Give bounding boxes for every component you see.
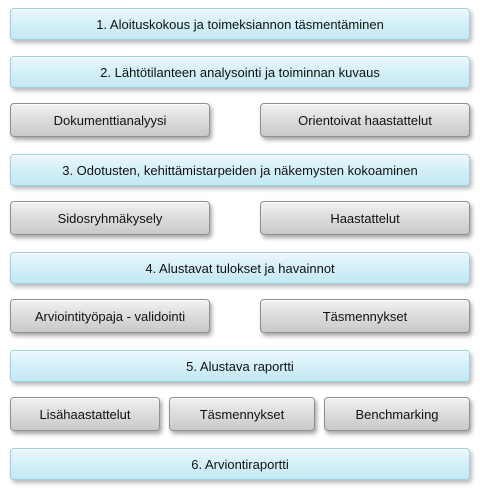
phase-1-box: [10, 8, 470, 40]
activity-tasmennykset: [169, 397, 315, 431]
activity-label: Dokumenttianalyysi: [53, 112, 167, 128]
phase-3-box: [10, 154, 470, 186]
phase-4-box: [10, 252, 470, 284]
phase-3-label: 3. Odotusten, kehittämistarpeiden ja näkemysten kokoaminen: [62, 162, 418, 178]
phase-6-box: [10, 448, 470, 480]
phase-5-box: [10, 350, 470, 382]
activity-orientoivat-haastattelut: [260, 103, 470, 137]
activity-label: Täsmennykset: [322, 308, 408, 324]
phase-4-label: 4. Alustavat tulokset ja havainnot: [145, 260, 335, 276]
activity-haastattelut: [260, 201, 470, 235]
activity-label: Lisähaastattelut: [39, 406, 131, 422]
activity-benchmarking: [324, 397, 470, 431]
activity-label: Sidosryhmäkysely: [57, 210, 163, 226]
phase-2-label: 2. Lähtötilanteen analysointi ja toiminnan kuvaus: [100, 64, 380, 80]
activity-label: Täsmennykset: [199, 406, 285, 422]
phase-1-label: 1. Aloituskokous ja toimeksiannon täsmentäminen: [96, 16, 384, 32]
activity-arviointityopaja: [10, 299, 210, 333]
phase-6-label: 6. Arviontiraportti: [191, 456, 289, 472]
activity-lisahaastattelut: [10, 397, 160, 431]
activity-tasmennykset: [260, 299, 470, 333]
activity-label: Arviointityöpaja - validointi: [34, 308, 186, 324]
phase-5-label: 5. Alustava raportti: [186, 358, 294, 374]
activity-dokumenttianalyysi: [10, 103, 210, 137]
activity-label: Orientoivat haastattelut: [298, 112, 432, 128]
activity-label: Benchmarking: [355, 406, 439, 422]
activity-sidosryhmakysely: [10, 201, 210, 235]
activity-label: Haastattelut: [330, 210, 400, 226]
phase-2-box: [10, 56, 470, 88]
